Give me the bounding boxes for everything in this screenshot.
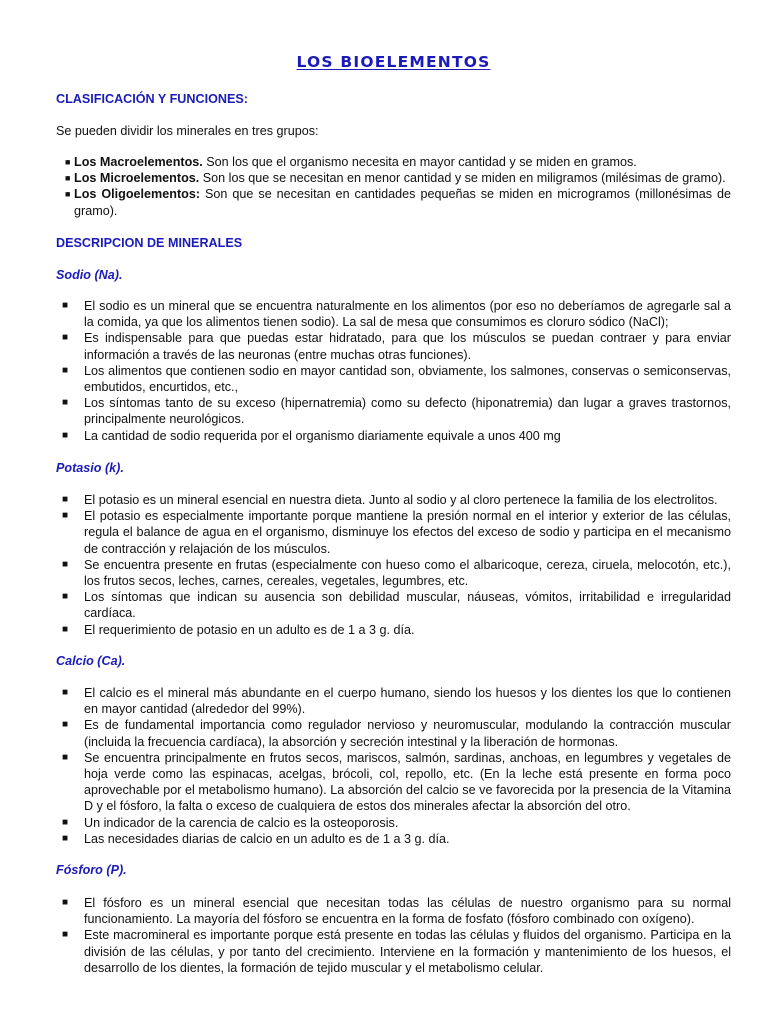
intro-paragraph: Se pueden dividir los minerales en tres grupos: (56, 124, 319, 138)
fosforo-list (62, 895, 731, 976)
list-item: ■ El potasio es un mineral esencial en nuestra dieta. Junto al sodio y al cloro pertenece la familia de los electrolitos. (62, 493, 718, 507)
section-heading-clasificacion: CLASIFICACIÓN Y FUNCIONES: (56, 92, 248, 106)
list-item: ■ El potasio es especialmente importante porque mantiene la presión normal en el interior y exterior de las células, regula el balance de agua en el organismo, disminuye los efectos del exceso de sodio y participa en el mecanismo de contracción y relajación de los músculos. (62, 509, 731, 556)
list-item: ■ La cantidad de sodio requerida por el organismo diariamente equivale a unos 400 mg (62, 428, 561, 443)
groups-list (66, 154, 731, 219)
page-title: LOS BIOELEMENTOS (296, 53, 491, 71)
list-item: ■ Los Oligoelementos: Son que se necesitan en cantidades pequeñas se miden en microgramos (millonésimas de gramo). (65, 187, 731, 218)
list-item: ■ El fósforo es un mineral esencial que necesitan todas las células de nuestro organismo para su normal funcionamiento. La mayoría del fósforo se encuentra en la forma de fosfato (fósforo combinado con oxígeno). (62, 896, 731, 927)
list-item: ■ Los Microelementos. Son los que se necesitan en menor cantidad y se miden en miligramos (milésimas de gramo). (65, 171, 726, 186)
list-item: ■ Las necesidades diarias de calcio en un adulto es de 1 a 3 g. día. (62, 831, 450, 846)
section-heading-descripcion: DESCRIPCION DE MINERALES (56, 236, 243, 250)
list-item: ■ Los síntomas que indican su ausencia son debilidad muscular, náuseas, vómitos, irritabilidad e irregularidad cardíaca. (62, 590, 731, 621)
sodio-list (62, 298, 731, 444)
list-item: ■ Los Macroelementos. Son los que el organismo necesita en mayor cantidad y se miden en gramos. (65, 155, 637, 169)
list-item: ■ Se encuentra principalmente en frutos secos, mariscos, salmón, sardinas, anchoas, en legumbres y vegetales de hoja verde como las espinacas, acelgas, brócoli, col, repollo, etc. (En la leche está presente en forma poco aprovechable por el metabolismo humano). La absorción del calcio se ve favorecida por la presencia de la Vitamina D y el fósforo, la falta o exceso de cualquiera de estos dos minerales afectar la absorción del otro. (62, 750, 731, 814)
list-item: ■ El sodio es un mineral que se encuentra naturalmente en los alimentos (por eso no deberíamos de agregarle sal a la comida, ya que los alimentos tienen sodio). La sal de mesa que consumimos es cloruro sódico (NaCl); (62, 299, 731, 330)
mineral-heading-calcio: Calcio (Ca). (56, 654, 126, 668)
list-item: ■ Los síntomas tanto de su exceso (hipernatremia) como su defecto (hiponatremia) dan lugar a graves trastornos, principalmente neurológicos. (62, 396, 731, 427)
list-item: ■ Es de fundamental importancia como regulador nervioso y neuromuscular, modulando la contracción muscular (incluida la frecuencia cardíaca), la absorción y secreción intestinal y la liberación de hormonas. (62, 718, 731, 749)
potasio-list (62, 492, 731, 638)
mineral-heading-sodio: Sodio (Na). (56, 268, 123, 282)
mineral-heading-potasio: Potasio (k). (56, 461, 124, 475)
list-item: ■ Un indicador de la carencia de calcio es la osteoporosis. (62, 815, 399, 830)
list-item: ■ El calcio es el mineral más abundante en el cuerpo humano, siendo los huesos y los dientes los que lo contienen en mayor cantidad (alrededor del 99%). (62, 686, 731, 717)
list-item: ■ Es indispensable para que puedas estar hidratado, para que los músculos se puedan contraer y para enviar información a través de las neuronas (entre muchas otras funciones). (62, 331, 731, 362)
mineral-heading-fosforo: Fósforo (P). (56, 863, 127, 877)
list-item: ■ Los alimentos que contienen sodio en mayor cantidad son, obviamente, los salmones, conservas o semiconservas, embutidos, encurtidos, etc., (62, 363, 731, 395)
list-item: ■ Se encuentra presente en frutas (especialmente con hueso como el albaricoque, cereza, ciruela, melocotón, etc.), los frutos secos, leches, carnes, cereales, vegetales, legumbres, etc. (62, 557, 731, 589)
list-item: ■ Este macromineral es importante porque está presente en todas las células y fluidos del organismo. Participa en la división de las células, y por tanto del crecimiento. Interviene en la formación y mantenimiento de los huesos, el desarrollo de los dientes, la formación de tejido muscular y el metabolismo celular. (62, 928, 731, 975)
calcio-list (62, 685, 731, 847)
list-item: ■ El requerimiento de potasio en un adulto es de 1 a 3 g. día. (62, 622, 415, 637)
